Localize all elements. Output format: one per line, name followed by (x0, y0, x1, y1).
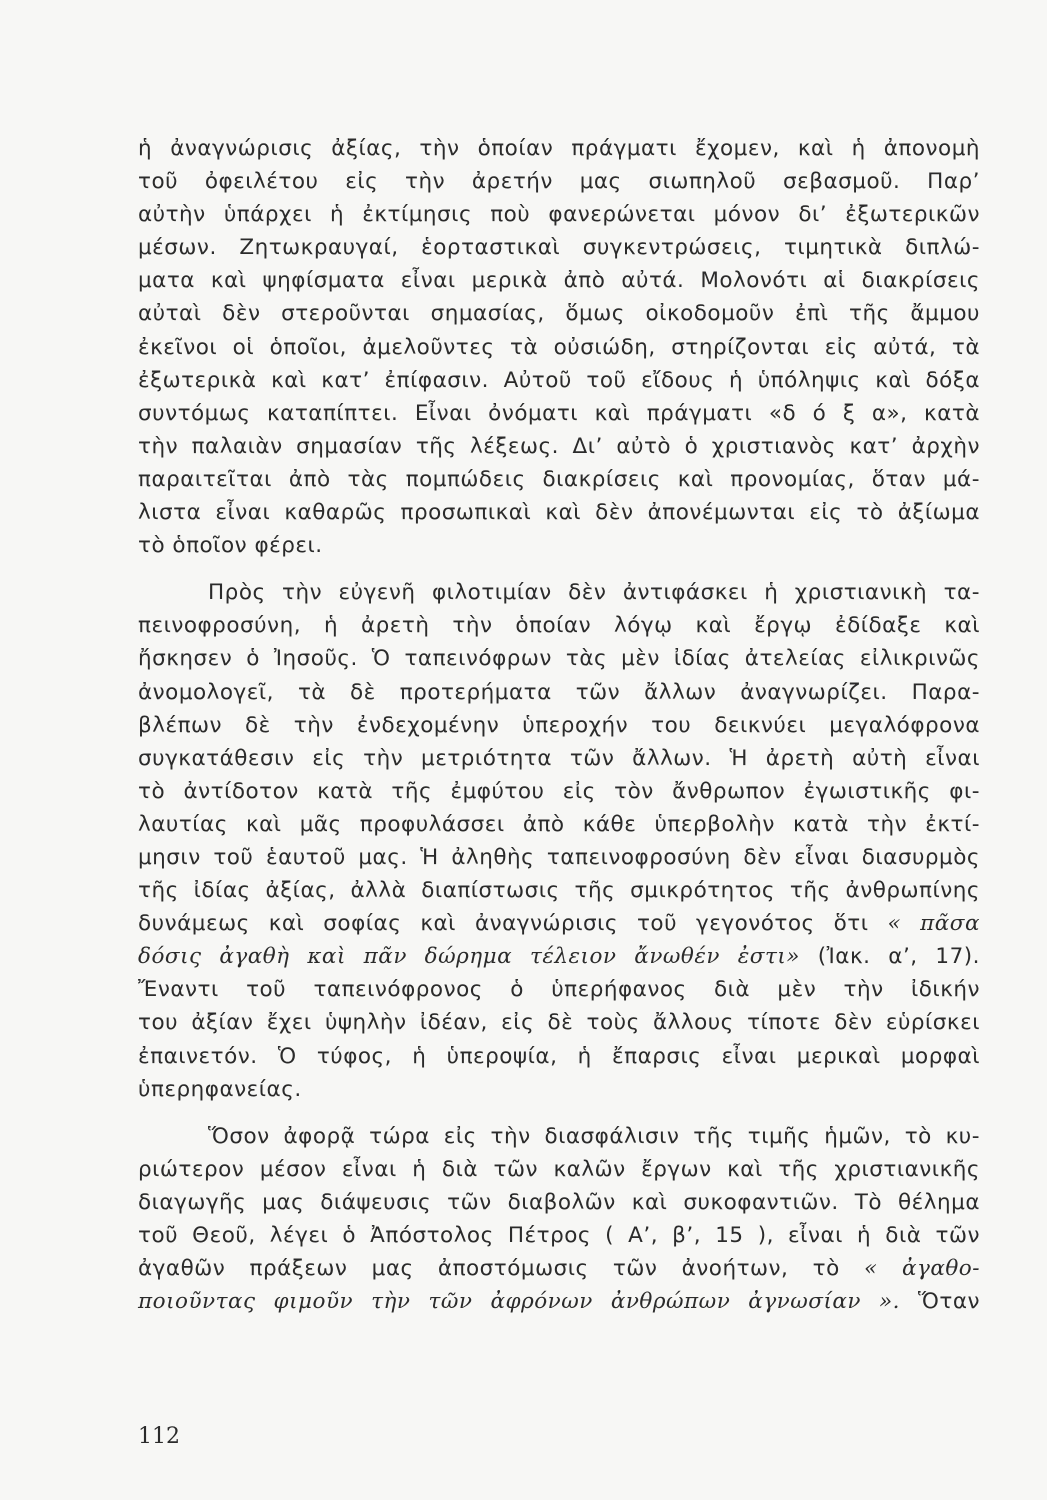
text-line: ἡ ἀναγνώρισις ἀξίας, τὴν ὁποίαν πράγματι ἔχομεν, καὶ ἡ ἀπονομὴ (138, 136, 980, 161)
body-text (138, 132, 980, 1318)
text-line: αὐταὶ δὲν στεροῦνται σημασίας, ὅμως οἰκοδομοῦν ἐπὶ τῆς ἄμμου (138, 301, 980, 327)
text-line (138, 907, 980, 940)
text-line: ἐπαινετόν. Ὁ τύφος, ἡ ὑπεροψία, ἡ ἔπαρσις εἶναι μερικαὶ μορφαὶ (138, 1043, 980, 1069)
text-line: αὐτὴν ὑπάρχει ἡ ἐκτίμησις ποὺ φανερώνεται μόνον δι’ ἐξωτερικῶν (138, 202, 980, 228)
text-line: του ἀξίαν ἔχει ὑψηλὴν ἰδέαν, εἰς δὲ τοὺς ἄλλους τίποτε δὲν εὑρίσκει (138, 1010, 980, 1036)
text-line: τὴν παλαιὰν σημασίαν τῆς λέξεως. Δι’ αὐτὸ ὁ χριστιανὸς κατ’ ἀρχὴν (138, 433, 980, 459)
text-line: λαυτίας καὶ μᾶς προφυλάσσει ἀπὸ κάθε ὑπερβολὴν κατὰ τὴν ἐκτί- (138, 811, 980, 837)
scripture-quote: ποιοῦντας φιμοῦν τὴν τῶν ἀφρόνων ἀνθρώπων ἀγνωσίαν ». (138, 1289, 900, 1315)
text-line: ἐξωτερικὰ καὶ κατ’ ἐπίφασιν. Αὐτοῦ τοῦ εἴδους ἡ ὑπόληψις καὶ δόξα (138, 367, 980, 393)
scripture-reference: (Ἰακ. α’, 17). (817, 944, 980, 970)
text-line: διαγωγῆς μας διάψευσις τῶν διαβολῶν καὶ συκοφαντιῶν. Τὸ θέλημα (138, 1189, 980, 1215)
text-line: ἐκεῖνοι οἱ ὁποῖοι, ἀμελοῦντες τὰ οὐσιώδη, στηρίζονται εἰς αὐτά, τὰ (138, 334, 980, 360)
text-line (138, 1252, 980, 1285)
text-segment: Ὅταν (918, 1289, 981, 1315)
text-line: συγκατάθεσιν εἰς τὴν μετριότητα τῶν ἄλλων. Ἡ ἀρετὴ αὐτὴ εἶναι (138, 745, 980, 771)
page-number: 112 (138, 1424, 180, 1449)
text-line: τοῦ Θεοῦ, λέγει ὁ Ἀπόστολος Πέτρος ( Α’, β’, 15 ), εἶναι ἡ διὰ τῶν (138, 1223, 980, 1248)
text-segment: ἀγαθῶν πράξεων μας ἀποστόμωσις τῶν ἀνοήτων, τὸ (138, 1256, 840, 1282)
text-line: παραιτεῖται ἀπὸ τὰς πομπώδεις διακρίσεις καὶ προνομίας, ὅταν μά- (138, 466, 980, 492)
text-line: Ἔναντι τοῦ ταπεινόφρονος ὁ ὑπερήφανος διὰ μὲν τὴν ἰδικήν (138, 977, 980, 1003)
text-line: μησιν τοῦ ἑαυτοῦ μας. Ἡ ἀληθὴς ταπεινοφροσύνη δὲν εἶναι διασυρμὸς (138, 844, 980, 870)
text-line: ἀνομολογεῖ, τὰ δὲ προτερήματα τῶν ἄλλων ἀναγνωρίζει. Παρα- (138, 679, 980, 705)
quote-start: « πᾶσα (887, 911, 980, 937)
text-line: πεινοφροσύνη, ἡ ἀρετὴ τὴν ὁποίαν λόγῳ καὶ ἔργῳ ἐδίδαξε καὶ (138, 613, 980, 639)
text-line: ὑπερηφανείας. (138, 1076, 302, 1102)
text-line: Πρὸς τὴν εὐγενῆ φιλοτιμίαν δὲν ἀντιφάσκει ἡ χριστιανικὴ τα- (208, 580, 980, 606)
text-line (138, 1285, 980, 1318)
text-line: Ὅσον ἀφορᾷ τώρα εἰς τὴν διασφάλισιν τῆς τιμῆς ἡμῶν, τὸ κυ- (208, 1123, 980, 1149)
text-line: ριώτερον μέσον εἶναι ἡ διὰ τῶν καλῶν ἔργων καὶ τῆς χριστιανικῆς (138, 1156, 980, 1182)
text-line: λιστα εἶναι καθαρῶς προσωπικαὶ καὶ δὲν ἀπονέμωνται εἰς τὸ ἀξίωμα (138, 500, 980, 526)
text-line: τῆς ἰδίας ἀξίας, ἀλλὰ διαπίστωσις τῆς σμικρότητος τῆς ἀνθρωπίνης (138, 878, 980, 904)
text-line: τὸ ἀντίδοτον κατὰ τῆς ἐμφύτου εἰς τὸν ἄνθρωπον ἐγωιστικῆς φι- (138, 778, 980, 804)
text-line: συντόμως καταπίπτει. Εἶναι ὀνόματι καὶ πράγματι «δ ό ξ α», κατὰ (138, 400, 980, 426)
text-line: τὸ ὁποῖον φέρει. (138, 533, 323, 559)
text-line: βλέπων δὲ τὴν ἐνδεχομένην ὑπεροχήν του δεικνύει μεγαλόφρονα (138, 712, 980, 738)
quote-start: « ἀγαθο- (864, 1256, 980, 1282)
text-line (138, 940, 980, 973)
text-line: ἤσκησεν ὁ Ἰησοῦς. Ὁ ταπεινόφρων τὰς μὲν ἰδίας ἀτελείας εἰλικρινῶς (138, 646, 980, 672)
text-line: μέσων. Ζητωκραυγαί, ἑορταστικαὶ συγκεντρώσεις, τιμητικὰ διπλώ- (138, 235, 980, 261)
text-segment: δυνάμεως καὶ σοφίας καὶ ἀναγνώρισις τοῦ γεγονότος ὅτι (138, 911, 869, 937)
scripture-quote: δόσις ἀγαθὴ καὶ πᾶν δώρημα τέλειον ἄνωθέν ἐστι» (138, 944, 800, 970)
text-line: τοῦ ὀφειλέτου εἰς τὴν ἀρετήν μας σιωπηλοῦ σεβασμοῦ. Παρ’ (138, 169, 980, 195)
text-line: ματα καὶ ψηφίσματα εἶναι μερικὰ ἀπὸ αὐτά. Μολονότι αἱ διακρίσεις (138, 268, 980, 294)
